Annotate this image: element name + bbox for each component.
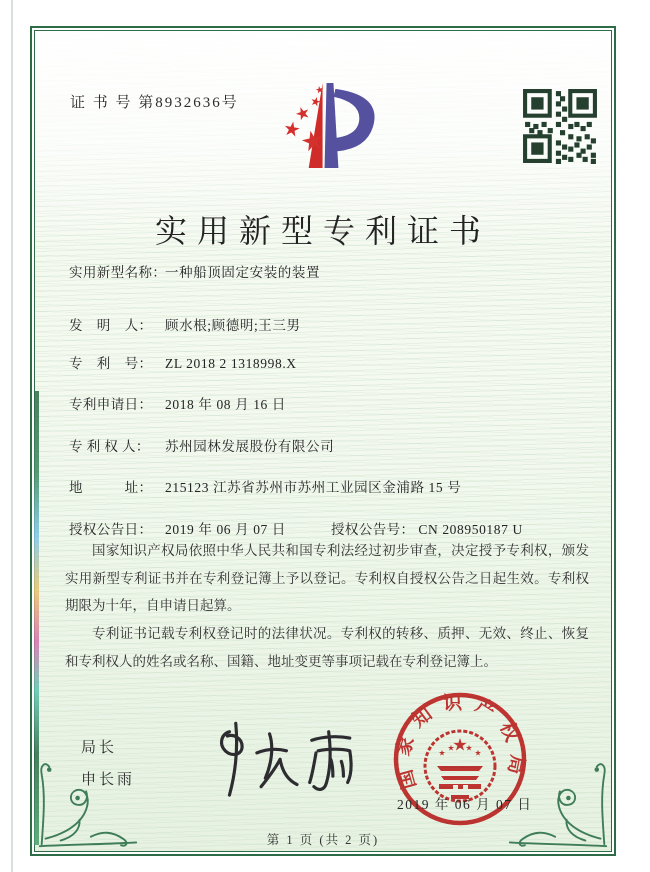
field-patent-number (69, 352, 297, 372)
field-value: 苏州园林发展股份有限公司 (165, 439, 335, 454)
corner-flourish-icon (36, 746, 140, 850)
grant-number-label: 授权公告号： (331, 522, 415, 537)
field-address (69, 476, 461, 496)
legal-paragraph-1: 国家知识产权局依照中华人民共和国专利法经过初步审查，决定授予专利权，颁发实用新型专利证书并在专利登记簿上予以登记。专利权自授权公告之日起生效。专利权期限为十年，自申请日起算。 (65, 543, 589, 614)
field-application-date (69, 393, 286, 413)
seal-date: 2019 年 06 月 07 日 (397, 797, 533, 812)
seal-national-emblem-icon (425, 731, 495, 801)
certificate-border (30, 26, 616, 856)
field-patentee (69, 435, 334, 455)
scanned-page-edge (11, 0, 13, 872)
seal-text: 国家知识产权局 (392, 692, 528, 792)
field-value: ZL 2018 2 1318998.X (165, 356, 297, 371)
grant-number-value: CN 208950187 U (418, 522, 523, 537)
certificate-number: 证 书 号 第8932636号 (70, 95, 239, 111)
legal-text (65, 537, 589, 675)
field-label: 地 址： (69, 480, 153, 495)
field-inventors (69, 314, 301, 334)
page-number: 第 1 页 (共 2 页) (266, 833, 380, 847)
grant-number-pair (331, 518, 523, 538)
grant-date-value: 2019 年 06 月 07 日 (165, 522, 286, 537)
field-label: 专 利 权 人： (69, 439, 150, 454)
director-name: 申长雨 (81, 771, 136, 788)
field-label: 实用新型名称： (69, 265, 167, 280)
qr-code (522, 88, 598, 164)
field-value: 2018 年 08 月 16 日 (165, 397, 286, 412)
field-value: 顾水根;顾德明;王三男 (165, 318, 301, 333)
field-grant-row (69, 518, 523, 538)
field-value: 215123 江苏省苏州市苏州工业园区金浦路 15 号 (165, 480, 462, 495)
certificate-body (34, 30, 612, 852)
legal-paragraph-2: 专利证书记载专利权登记时的法律状况。专利权的转移、质押、无效、终止、恢复和专利权人的姓名或名称、国籍、地址变更等事项记载在专利登记簿上。 (65, 626, 589, 669)
director-signature (193, 717, 363, 812)
certificate-title: 实用新型专利证书 (154, 213, 491, 250)
field-label: 专 利 号： (69, 356, 153, 371)
director-title: 局长 (81, 739, 118, 756)
grant-date-label: 授权公告日： (69, 522, 153, 537)
field-label: 发 明 人： (69, 318, 153, 333)
cnipa-logo-icon (257, 79, 402, 173)
field-label: 专利申请日： (69, 397, 153, 412)
field-utility-model-name (69, 261, 320, 281)
field-value: 一种船顶固定安装的装置 (165, 265, 321, 280)
corner-flourish-icon (506, 746, 610, 850)
